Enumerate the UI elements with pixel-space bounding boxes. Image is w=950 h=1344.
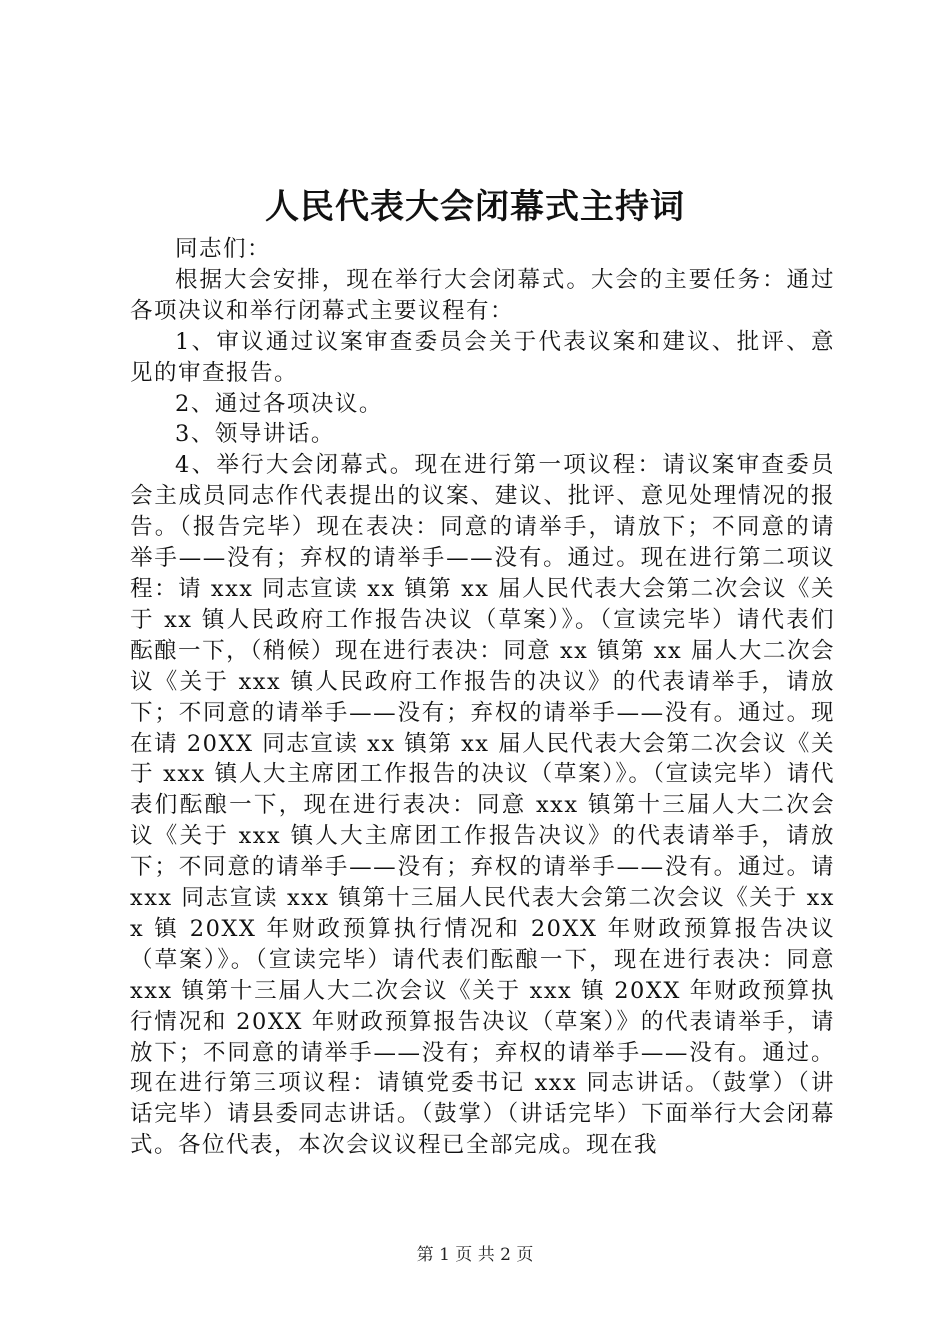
salutation-paragraph: 同志们：	[175, 236, 272, 262]
agenda-item-3: 3、领导讲话。	[175, 421, 335, 448]
intro-paragraph: 根据大会安排，现在举行大会闭幕式。大会的主要任务：通过各项决议和举行闭幕式主要议程有：	[130, 266, 835, 324]
page-footer: 第 1 页 共 2 页	[416, 1245, 534, 1265]
document-body	[130, 234, 835, 1161]
agenda-item-2: 2、通过各项决议。	[175, 390, 383, 417]
agenda-item-4: 4、举行大会闭幕式。现在进行第一项议程：请议案审查委员会主成员同志作代表提出的议案、建议、批评、意见处理情况的报告。（报告完毕）现在表决：同意的请举手，请放下；不同意的请举手——没有；弃权的请举手——没有。通过。现在进行第二项议程：请 xxx 同志宣读 xx 镇第 xx 届人民代表大会第二次会议《关于 xx 镇人民政府工作报告决议（草案）》。（宣读完毕）请代表们酝酿一下，（稍候）现在进行表决：同意 xx 镇第 xx 届人大二次会议《关于 xxx 镇人民政府工作报告的决议》的代表请举手，请放下；不同意的请举手——没有；弃权的请举手——没有。通过。现在请 20XX 同志宣读 xx 镇第 xx 届人民代表大会第二次会议《关于 xxx 镇人大主席团工作报告的决议（草案）》。（宣读完毕）请代表们酝酿一下，现在进行表决：同意 xxx 镇第十三届人大二次会议《关于 xxx 镇人大主席团工作报告决议》的代表请举手，请放下；不同意的请举手——没有；弃权的请举手——没有。通过。请 xxx 同志宣读 xxx 镇第十三届人民代表大会第二次会议《关于 xxx 镇 20XX 年财政预算执行情况和 20XX 年财政预算报告决议（草案）》。（宣读完毕）请代表们酝酿一下，现在进行表决：同意 xxx 镇第十三届人大二次会议《关于 xxx 镇 20XX 年财政预算执行情况和 20XX 年财政预算报告决议（草案）》的代表请举手，请放下；不同意的请举手——没有；弃权的请举手——没有。通过。现在进行第三项议程：请镇党委书记 xxx 同志讲话。（鼓掌）（讲话完毕）请县委同志讲话。（鼓掌）（讲话完毕）下面举行大会闭幕式。各位代表，本次会议议程已全部完成。现在我	[130, 452, 835, 1159]
agenda-item-1: 1、审议通过议案审查委员会关于代表议案和建议、批评、意见的审查报告。	[130, 328, 835, 386]
document-title: 人民代表大会闭幕式主持词	[265, 187, 685, 227]
